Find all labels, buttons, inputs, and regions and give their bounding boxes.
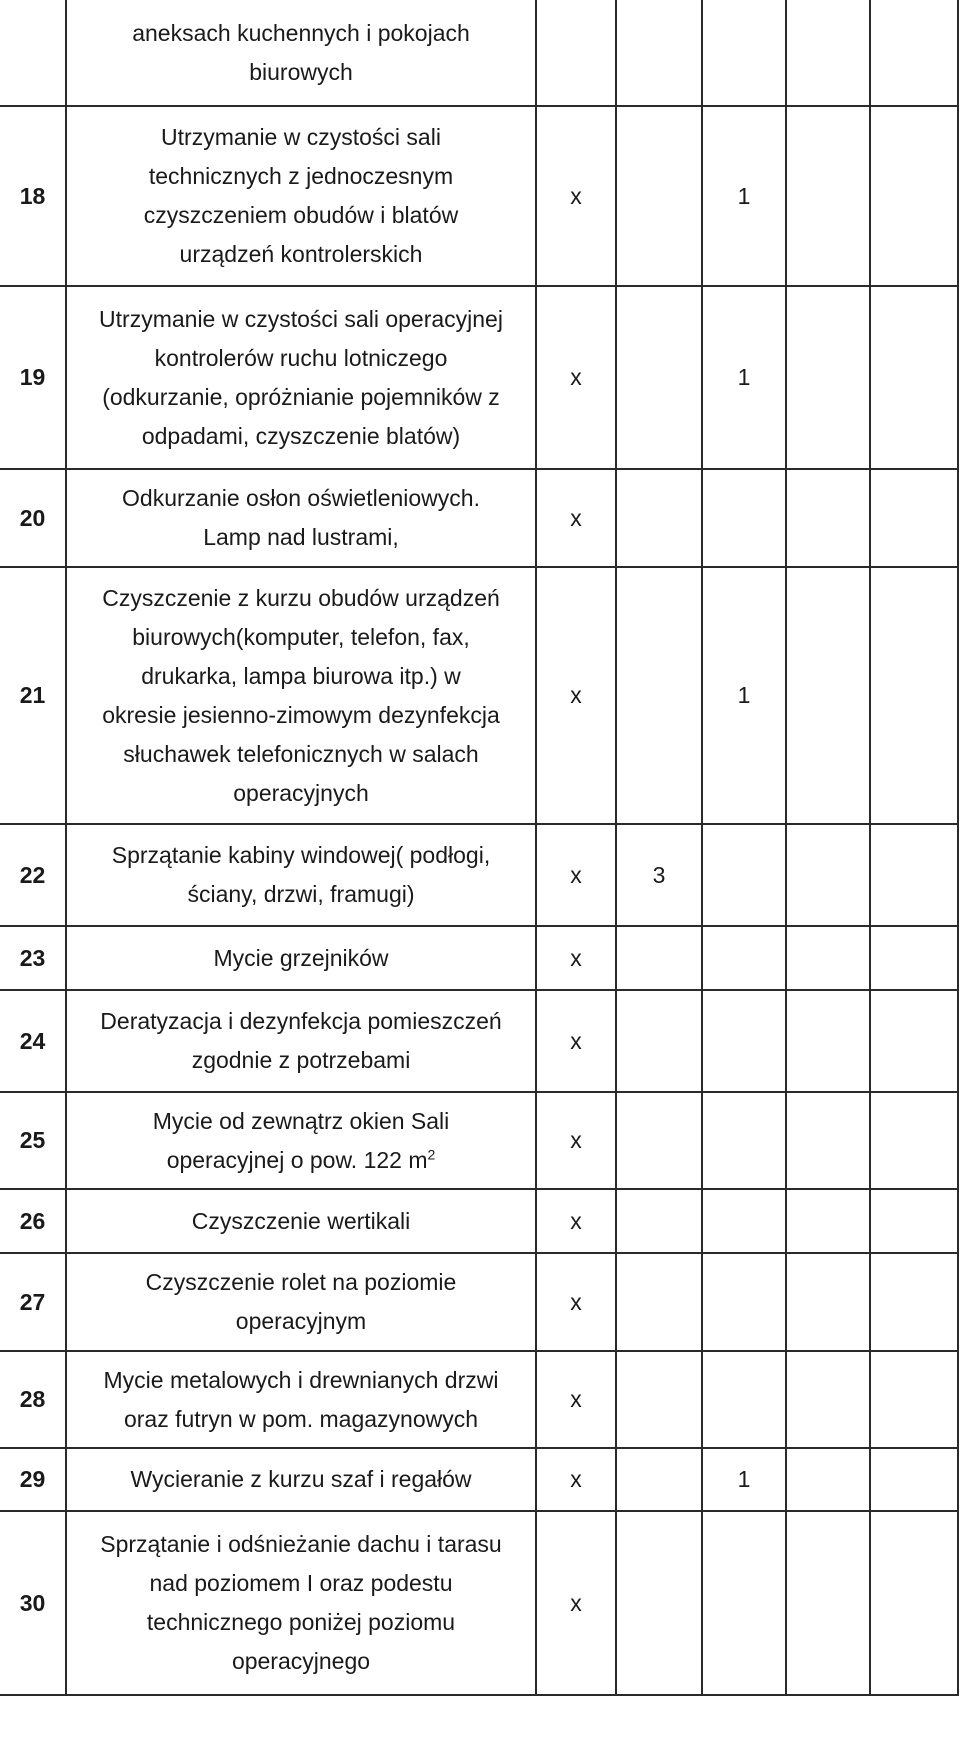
frequency-cell-c2: [616, 1189, 702, 1253]
task-description-line: [71, 1302, 531, 1341]
frequency-cell-c3: [702, 0, 786, 106]
frequency-cell-c3: [702, 1092, 786, 1189]
table-row: [0, 469, 958, 567]
task-description-line: [71, 875, 531, 914]
frequency-cell-c1: x: [536, 1448, 616, 1511]
task-description-line: [71, 14, 531, 53]
frequency-cell-c3: 1: [702, 1448, 786, 1511]
frequency-cell-c3: [702, 1253, 786, 1351]
frequency-cell-c5: [870, 824, 958, 926]
table-row: [0, 1092, 958, 1189]
task-description-line: [71, 518, 531, 557]
frequency-cell-c1: x: [536, 106, 616, 286]
frequency-cell-c4: [786, 1092, 870, 1189]
task-description: [66, 1448, 536, 1511]
task-description-text: Mycie grzejników: [213, 944, 389, 971]
task-description-line: [71, 1102, 531, 1141]
frequency-cell-c3: [702, 1189, 786, 1253]
frequency-cell-c4: [786, 106, 870, 286]
table-row: [0, 1448, 958, 1511]
frequency-cell-c4: [786, 1511, 870, 1695]
frequency-cell-c4: [786, 286, 870, 469]
task-description-text: zgodnie z potrzebami: [191, 1047, 411, 1073]
frequency-cell-c5: [870, 1189, 958, 1253]
frequency-cell-c5: [870, 567, 958, 824]
task-description-text: operacyjnych: [233, 779, 369, 806]
task-description-text: Czyszczenie z kurzu obudów urządzeń: [102, 584, 500, 611]
task-description-line: [71, 1263, 531, 1302]
frequency-cell-c1: x: [536, 286, 616, 469]
frequency-cell-c5: [870, 1351, 958, 1448]
row-number: 30: [0, 1511, 66, 1695]
frequency-cell-c5: [870, 1253, 958, 1351]
frequency-cell-c1: x: [536, 824, 616, 926]
row-number: [0, 0, 66, 106]
frequency-cell-c2: [616, 926, 702, 990]
row-number: 28: [0, 1351, 66, 1448]
task-description-text: Wycieranie z kurzu szaf i regałów: [130, 1466, 472, 1492]
task-description-line: [71, 53, 531, 92]
task-description-text: Sprzątanie i odśnieżanie dachu i tarasu: [100, 1531, 502, 1557]
row-number: 20: [0, 469, 66, 567]
frequency-cell-c2: [616, 469, 702, 567]
task-description-text: ściany, drzwi, framugi): [187, 881, 415, 907]
task-description: [66, 1511, 536, 1695]
task-description-line: [71, 1603, 531, 1642]
task-description-text: biurowych(komputer, telefon, fax,: [132, 623, 470, 650]
frequency-cell-c4: [786, 990, 870, 1092]
task-description: [66, 824, 536, 926]
task-description-text: czyszczeniem obudów i blatów: [143, 202, 459, 228]
task-description: [66, 0, 536, 106]
row-number: 22: [0, 824, 66, 926]
task-description-line: [71, 1460, 531, 1499]
task-description-text: Sprzątanie kabiny windowej( podłogi,: [111, 842, 491, 868]
task-description-line: [71, 339, 531, 378]
unit-superscript: 2: [427, 1145, 436, 1162]
task-description-line: [71, 1202, 531, 1241]
task-description-line: [71, 1141, 531, 1180]
task-description-text: odpadami, czyszczenie blatów): [141, 422, 461, 449]
task-description-line: [71, 618, 531, 657]
frequency-cell-c5: [870, 990, 958, 1092]
task-description-line: [71, 118, 531, 157]
task-description: [66, 567, 536, 824]
task-description-line: [71, 696, 531, 735]
task-description-text: Deratyzacja i dezynfekcja pomieszczeń: [100, 1008, 502, 1034]
frequency-cell-c2: [616, 1448, 702, 1511]
frequency-cell-c5: [870, 926, 958, 990]
table-row: [0, 567, 958, 824]
task-description-text: słuchawek telefonicznych w salach: [123, 740, 479, 767]
frequency-cell-c2: [616, 1092, 702, 1189]
task-description-text: nad poziomem I oraz podestu: [149, 1570, 453, 1596]
task-description: [66, 1351, 536, 1448]
frequency-cell-c2: [616, 990, 702, 1092]
task-description-line: [71, 657, 531, 696]
frequency-cell-c1: x: [536, 1351, 616, 1448]
task-description-line: [71, 235, 531, 274]
frequency-cell-c1: x: [536, 1511, 616, 1695]
frequency-cell-c4: [786, 824, 870, 926]
task-description-line: [71, 1642, 531, 1681]
table-row: [0, 106, 958, 286]
task-description-text: Czyszczenie wertikali: [191, 1207, 411, 1234]
row-number: 21: [0, 567, 66, 824]
frequency-cell-c2: [616, 286, 702, 469]
frequency-cell-c2: [616, 106, 702, 286]
table-row: [0, 0, 958, 106]
frequency-cell-c1: x: [536, 1189, 616, 1253]
frequency-cell-c4: [786, 1189, 870, 1253]
task-description-text: okresie jesienno-zimowym dezynfekcja: [102, 701, 500, 728]
frequency-cell-c1: x: [536, 1092, 616, 1189]
task-description-text: operacyjnego: [231, 1648, 371, 1674]
task-description-line: [71, 1002, 531, 1041]
table-row: [0, 824, 958, 926]
frequency-cell-c4: [786, 1253, 870, 1351]
task-description-line: [71, 300, 531, 339]
frequency-cell-c1: [536, 0, 616, 106]
frequency-cell-c3: [702, 1351, 786, 1448]
row-number: 18: [0, 106, 66, 286]
task-description-line: [71, 1525, 531, 1564]
table-row: [0, 286, 958, 469]
frequency-cell-c5: [870, 1511, 958, 1695]
frequency-cell-c1: x: [536, 926, 616, 990]
task-description-text: aneksach kuchennych i pokojach: [132, 19, 470, 46]
frequency-cell-c5: [870, 469, 958, 567]
frequency-cell-c4: [786, 567, 870, 824]
task-description-line: [71, 417, 531, 456]
task-description-text: oraz futryn w pom. magazynowych: [123, 1405, 479, 1432]
frequency-cell-c2: [616, 1511, 702, 1695]
task-description-line: [71, 774, 531, 813]
task-description-line: [71, 1041, 531, 1080]
row-number: 27: [0, 1253, 66, 1351]
task-description-text: Utrzymanie w czystości sali: [161, 124, 441, 150]
task-description-text: Lamp nad lustrami,: [203, 524, 399, 550]
task-description-line: [71, 378, 531, 417]
task-description-line: [71, 1564, 531, 1603]
task-description: [66, 1092, 536, 1189]
table-row: [0, 926, 958, 990]
row-number: 19: [0, 286, 66, 469]
frequency-cell-c5: [870, 1448, 958, 1511]
task-description-text: (odkurzanie, opróżnianie pojemników z: [102, 383, 500, 410]
task-description-line: [71, 196, 531, 235]
row-number: 26: [0, 1189, 66, 1253]
task-description-text: technicznego poniżej poziomu: [146, 1609, 456, 1635]
table-row: [0, 1511, 958, 1695]
frequency-cell-c4: [786, 469, 870, 567]
task-description-line: [71, 579, 531, 618]
task-description-line: [71, 157, 531, 196]
frequency-cell-c3: [702, 824, 786, 926]
frequency-cell-c1: x: [536, 567, 616, 824]
frequency-cell-c1: x: [536, 990, 616, 1092]
task-description-line: [71, 1361, 531, 1400]
frequency-cell-c3: [702, 469, 786, 567]
table-row: [0, 1189, 958, 1253]
task-description-text: biurowych: [249, 58, 353, 85]
task-description: [66, 286, 536, 469]
task-description: [66, 1253, 536, 1351]
frequency-cell-c1: x: [536, 1253, 616, 1351]
task-description: [66, 469, 536, 567]
task-description-line: [71, 939, 531, 978]
task-description-line: [71, 1400, 531, 1439]
task-description-text: operacyjnej o pow. 122 m: [166, 1146, 428, 1173]
frequency-cell-c2: [616, 0, 702, 106]
frequency-cell-c2: 3: [616, 824, 702, 926]
frequency-cell-c4: [786, 926, 870, 990]
task-description-text: Utrzymanie w czystości sali operacyjnej: [99, 305, 503, 332]
task-description: [66, 1189, 536, 1253]
frequency-cell-c5: [870, 106, 958, 286]
task-description-line: [71, 479, 531, 518]
task-description-text: Odkurzanie osłon oświetleniowych.: [122, 485, 480, 511]
row-number: 24: [0, 990, 66, 1092]
row-number: 25: [0, 1092, 66, 1189]
table-row: [0, 1351, 958, 1448]
frequency-cell-c4: [786, 1351, 870, 1448]
frequency-cell-c5: [870, 1092, 958, 1189]
frequency-cell-c4: [786, 1448, 870, 1511]
frequency-cell-c4: [786, 0, 870, 106]
frequency-cell-c3: [702, 990, 786, 1092]
table-row: [0, 1253, 958, 1351]
task-description-text: Czyszczenie rolet na poziomie: [145, 1269, 457, 1295]
frequency-cell-c2: [616, 567, 702, 824]
frequency-cell-c3: 1: [702, 106, 786, 286]
task-description-line: [71, 735, 531, 774]
frequency-cell-c3: [702, 926, 786, 990]
row-number: 23: [0, 926, 66, 990]
task-description: [66, 926, 536, 990]
frequency-cell-c3: 1: [702, 286, 786, 469]
task-description-text: operacyjnym: [235, 1308, 367, 1334]
frequency-cell-c5: [870, 286, 958, 469]
frequency-cell-c3: [702, 1511, 786, 1695]
task-description: [66, 990, 536, 1092]
task-description: [66, 106, 536, 286]
task-description-text: Mycie od zewnątrz okien Sali: [152, 1107, 450, 1134]
task-description-text: technicznych z jednoczesnym: [148, 163, 454, 189]
task-description-text: urządzeń kontrolerskich: [179, 241, 423, 267]
table-row: [0, 990, 958, 1092]
row-number: 29: [0, 1448, 66, 1511]
frequency-cell-c1: x: [536, 469, 616, 567]
frequency-cell-c2: [616, 1253, 702, 1351]
task-description-line: [71, 836, 531, 875]
frequency-cell-c2: [616, 1351, 702, 1448]
task-description-text: kontrolerów ruchu lotniczego: [154, 344, 448, 371]
task-description-text: Mycie metalowych i drewnianych drzwi: [103, 1366, 499, 1393]
task-description-text: drukarka, lampa biurowa itp.) w: [141, 662, 461, 689]
frequency-cell-c3: 1: [702, 567, 786, 824]
frequency-cell-c5: [870, 0, 958, 106]
